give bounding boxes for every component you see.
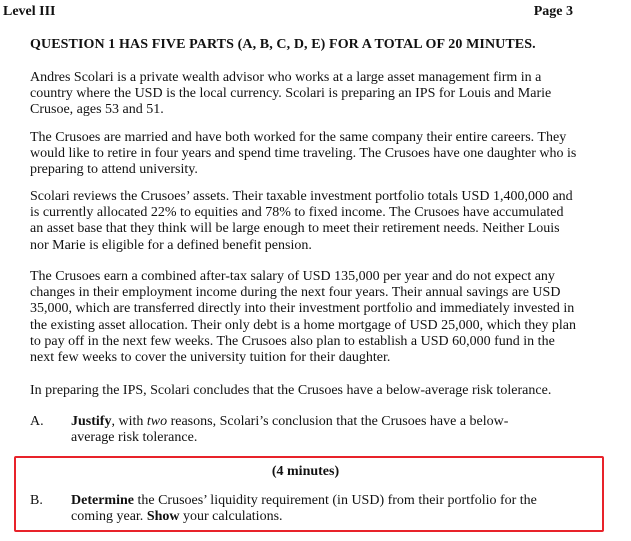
part-a-letter: A. xyxy=(30,414,44,429)
paragraph-income: The Crusoes earn a combined after-tax salary of USD 135,000 per year and do not expect any changes in their employment income during the next four years. Their annual savings are USD 35,000, which are transferred directly into their investment portfolio and immediately invested in the existing asset allocation. Their only debt is a home mortgage of USD 25,000, which they plan to pay off in the next few weeks. The Crusoes also plan to establish a USD 60,000 fund in the next few weeks to cover the university tuition for their daughter. xyxy=(30,269,577,366)
paragraph-family: The Crusoes are married and have both worked for the same company their entire careers. They would like to retire in four years and spend time traveling. The Crusoes have one daughter who is preparing to attend university. xyxy=(30,130,577,178)
part-b-rest: your calculations. xyxy=(179,509,283,525)
paragraph-risk: In preparing the IPS, Scolari concludes that the Crusoes have a below-average risk tolerance. xyxy=(30,383,552,398)
question-title: QUESTION 1 HAS FIVE PARTS (A, B, C, D, E) FOR A TOTAL OF 20 MINUTES. xyxy=(30,37,536,52)
part-b-mid: the Crusoes’ liquidity requirement (in USD) from their portfolio for the coming year. xyxy=(71,493,537,525)
page-number: Page 3 xyxy=(533,4,573,19)
part-b-letter: B. xyxy=(30,493,43,508)
part-a-text xyxy=(71,414,551,446)
paragraph-intro: Andres Scolari is a private wealth advisor who works at a large asset management firm in a country where the USD is the local currency. Scolari is preparing an IPS for Louis and Marie Crusoe, ages 53 and 51. xyxy=(30,70,552,118)
part-a-emphasis: two xyxy=(146,414,168,429)
part-a-rest: reasons, Scolari’s conclusion that the Crusoes have a below-average risk tolerance. xyxy=(71,414,509,446)
paragraph-assets: Scolari reviews the Crusoes’ assets. Their taxable investment portfolio totals USD 1,400,000 and is currently allocated 22% to equities and 78% to fixed income. The Crusoes have accumulated an asset base that they think will be large enough to meet their retirement needs. Neither Louis nor Marie is eligible for a defined benefit pension. xyxy=(30,189,573,253)
part-a-verb: Justify xyxy=(71,414,112,429)
part-b-verb2: Show xyxy=(146,509,180,525)
part-a-pre: , with xyxy=(111,414,147,429)
time-allocation xyxy=(0,464,631,480)
minutes-label: (4 minutes) xyxy=(271,464,340,479)
level-label: Level III xyxy=(3,4,56,19)
part-b-text xyxy=(71,493,551,525)
part-b-verb: Determine xyxy=(71,493,134,508)
